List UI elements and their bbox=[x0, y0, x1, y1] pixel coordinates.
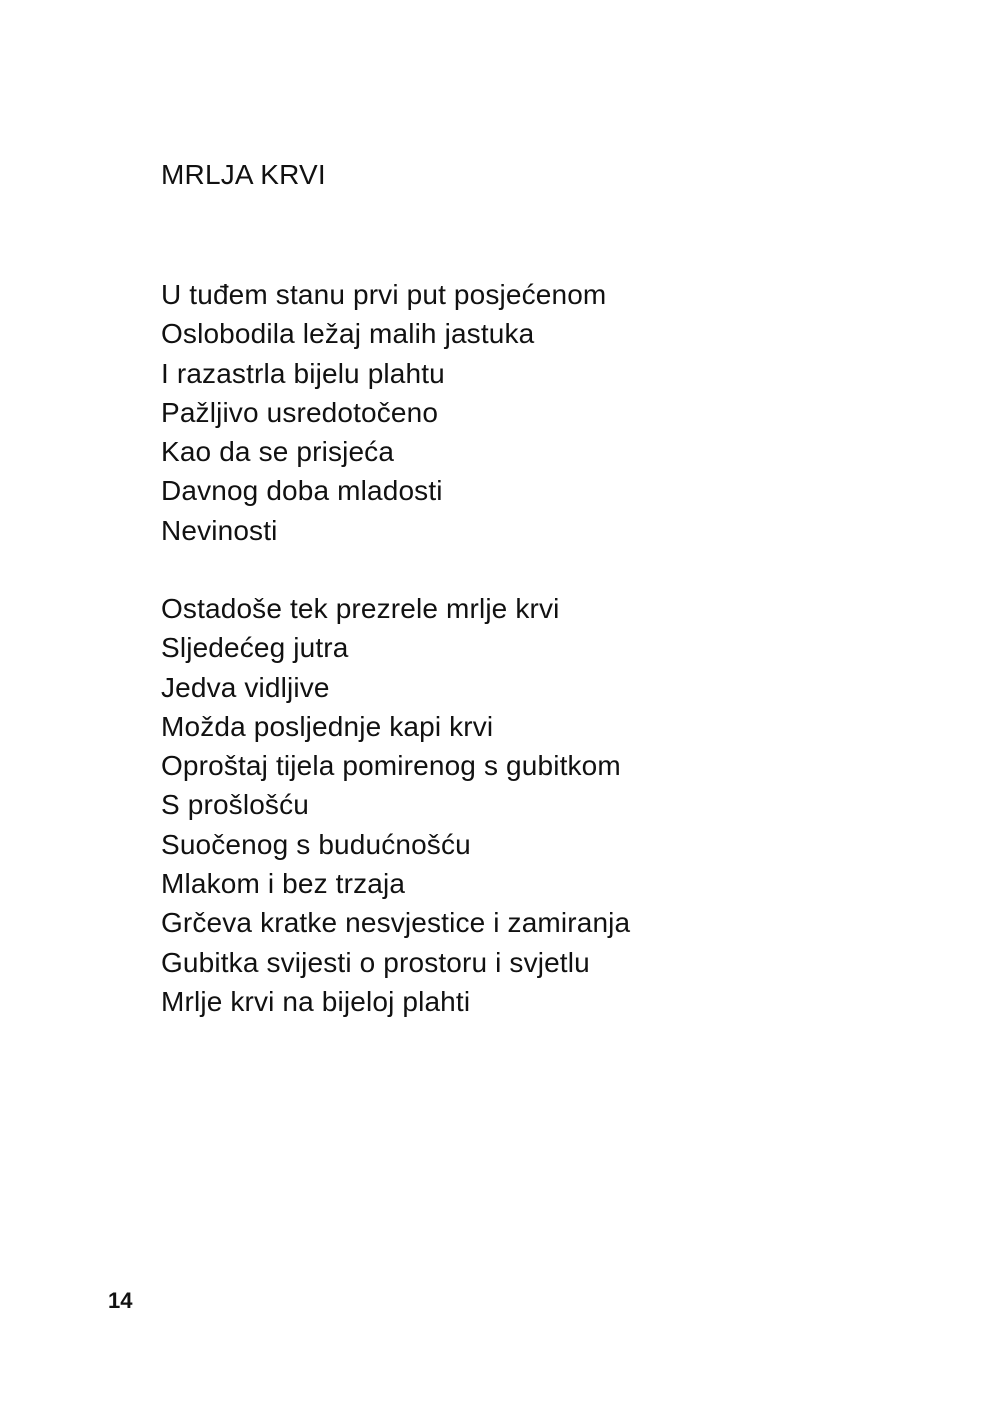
verse-line: Grčeva kratke nesvjestice i zamiranja bbox=[161, 907, 631, 939]
verse-line: Pažljivo usredotočeno bbox=[161, 396, 439, 428]
verse-line: Kao da se prisjeća bbox=[161, 436, 395, 468]
verse-line: U tuđem stanu prvi put posjećenom bbox=[161, 279, 607, 310]
verse-line: Oproštaj tijela pomirenog s gubitkom bbox=[161, 750, 621, 782]
verse-line: Mlakom i bez trzaja bbox=[161, 868, 406, 900]
verse-line: Oslobodila ležaj malih jastuka bbox=[161, 318, 535, 350]
verse-line: Davnog doba mladosti bbox=[161, 475, 443, 507]
verse-line: I razastrla bijelu plahtu bbox=[161, 357, 445, 389]
verse-line: Sljedećeg jutra bbox=[161, 632, 349, 664]
verse-line: Jedva vidljive bbox=[161, 671, 330, 703]
verse-line: Možda posljednje kapi krvi bbox=[161, 710, 494, 742]
page-number: 14 bbox=[108, 1288, 133, 1313]
verse-line: Mrlje krvi na bijeloj plahti bbox=[161, 985, 471, 1017]
stanza-2 bbox=[161, 589, 630, 1021]
verse-line: S prošlošću bbox=[161, 789, 309, 821]
verse-line: Suočenog s budućnošću bbox=[161, 828, 471, 860]
verse-line: Nevinosti bbox=[161, 514, 278, 546]
verse-line: Ostadoše tek prezrele mrlje krvi bbox=[161, 593, 560, 624]
poem-title: MRLJA KRVI bbox=[161, 159, 326, 190]
stanza-1 bbox=[161, 275, 606, 550]
verse-line: Gubitka svijesti o prostoru i svjetlu bbox=[161, 946, 590, 978]
